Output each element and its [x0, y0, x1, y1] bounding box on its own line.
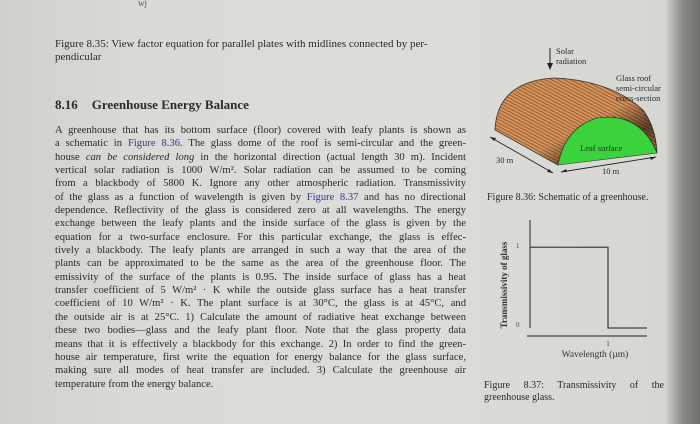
text-segment: these two bodies—glass and the leafy plant floor. Note that the glass property data	[55, 325, 466, 337]
solar-label-line2: radiation	[556, 56, 587, 66]
text-segment: and has no directional	[358, 191, 466, 203]
roof-label-line3: cross-section	[616, 93, 661, 103]
section-number: 8.16	[55, 97, 78, 112]
paragraph-line	[55, 191, 466, 204]
text-segment: coefficient of 10 W/m² · K. The plant surface is at 30°C, the glass is at 45°C, and	[55, 298, 466, 310]
x-axis-label: Wavelength (µm)	[561, 350, 629, 360]
text-segment: . The glass dome of the roof is semi-circular and the green-	[180, 138, 466, 150]
leaf-surface-label: Leaf surface	[580, 143, 623, 153]
text-segment: temperature from the energy balance.	[55, 378, 214, 390]
y-axis-label: Transmissivity of glass	[499, 241, 509, 329]
paragraph-line	[55, 151, 466, 164]
paragraph-line	[55, 284, 466, 297]
paragraph-line	[55, 244, 466, 257]
text-segment: a schematic in	[55, 138, 128, 150]
roof-label-line2: semi-circular	[616, 83, 661, 93]
figure-link[interactable]: Figure 8.36	[127, 138, 181, 150]
y-tick-1: 1	[516, 242, 520, 250]
solar-label-line1: Solar	[556, 46, 574, 56]
text-segment: of the glass as a function of wavelength is given by	[55, 191, 307, 203]
handwritten-note: wj	[138, 0, 147, 8]
width-label: 10 m	[602, 166, 620, 176]
paragraph-line	[55, 271, 466, 284]
x-tick-1: 1	[606, 340, 610, 348]
paragraph-line	[55, 324, 466, 337]
paragraph-line	[55, 257, 466, 270]
solar-arrow-icon	[547, 63, 553, 70]
text-segment: from a blackbody of 5800 K. Ignore any other atmospheric radiation. Transmissivity	[55, 178, 466, 190]
text-segment: exchange between the leafy plants and the inside surface of the glass is given by the	[55, 218, 466, 230]
paragraph-line	[55, 378, 466, 391]
text-segment: can be considered long	[85, 151, 195, 163]
chart-plot	[480, 215, 670, 375]
solar-label	[556, 46, 586, 66]
figure-8-36-greenhouse-schematic	[480, 40, 680, 195]
paragraph-line	[55, 204, 466, 217]
paragraph-line	[55, 177, 466, 190]
paragraph-line	[55, 297, 466, 310]
caption-line2: greenhouse glass.	[484, 392, 555, 403]
caption-line1: Figure 8.37: Transmissivity of the	[484, 380, 664, 391]
paragraph-line	[55, 137, 466, 150]
paragraph-line	[55, 338, 466, 351]
text-segment: vertical solar radiation is 1000 W/m². Solar radiation can be assumed to be coming	[55, 165, 466, 177]
text-segment: equation for a two-surface enclosure. For this particular exchange, the glass is effec-	[55, 231, 466, 243]
paragraph-line	[55, 124, 466, 137]
text-segment: making sure all modes of heat transfer are included. 3) Calculate the greenhouse air	[55, 365, 466, 377]
text-segment: house	[55, 151, 86, 163]
length-label: 30 m	[496, 155, 514, 165]
problem-paragraph	[55, 124, 466, 391]
text-segment: emissivity of the surface of the plants is 0.95. The inside surface of glass has a heat	[55, 271, 466, 283]
paragraph-line	[55, 351, 466, 364]
figure-8-36-caption: Figure 8.36: Schematic of a greenhouse.	[487, 192, 649, 203]
text-segment: transfer coefficient of 5 W/m² · K while the outside glass surface has a heat transfer	[55, 285, 466, 297]
y-tick-0: 0	[516, 321, 520, 329]
figure-8-37-transmissivity-chart	[480, 215, 670, 380]
figure-link[interactable]: Figure 8.37	[306, 191, 359, 203]
paragraph-line	[55, 231, 466, 244]
glass-roof-label	[616, 73, 661, 103]
text-segment: dependence. Reflectivity of the glass is considered zero at all wavelengths. The energy	[55, 205, 466, 217]
text-segment: the outside air is at 25°C. 1) Calculate the amount of radiative heat exchange between	[55, 311, 466, 323]
paragraph-line	[55, 364, 466, 377]
section-title: Greenhouse Energy Balance	[91, 97, 249, 112]
figure-8-37-caption	[484, 380, 664, 404]
paragraph-line	[55, 164, 466, 177]
text-segment: means that it is effectively a blackbody for this exchange. 2) In order to find the green-	[55, 338, 466, 350]
transmissivity-series-line	[530, 247, 647, 328]
section-heading	[55, 97, 249, 113]
text-segment: house air temperature, first write the equation for energy balance for the glass surface,	[55, 351, 466, 363]
text-segment: tively a blackbody. The leafy plants are arranged in such a way that the area of the	[55, 245, 466, 257]
roof-label-line1: Glass roof	[616, 73, 652, 83]
paragraph-line	[55, 311, 466, 324]
paragraph-line	[55, 217, 466, 230]
text-segment: plants can be approximated to be the same as the area of the greenhouse floor. The	[55, 258, 466, 270]
text-segment: in the horizontal direction (actual length 30 m). Incident	[194, 151, 466, 163]
text-segment: A greenhouse that has its bottom surface (floor) covered with leafy plants is shown as	[55, 125, 466, 136]
figure-8-35-caption: Figure 8.35: View factor equation for parallel plates with midlines connected by per-pendicular	[55, 38, 428, 63]
